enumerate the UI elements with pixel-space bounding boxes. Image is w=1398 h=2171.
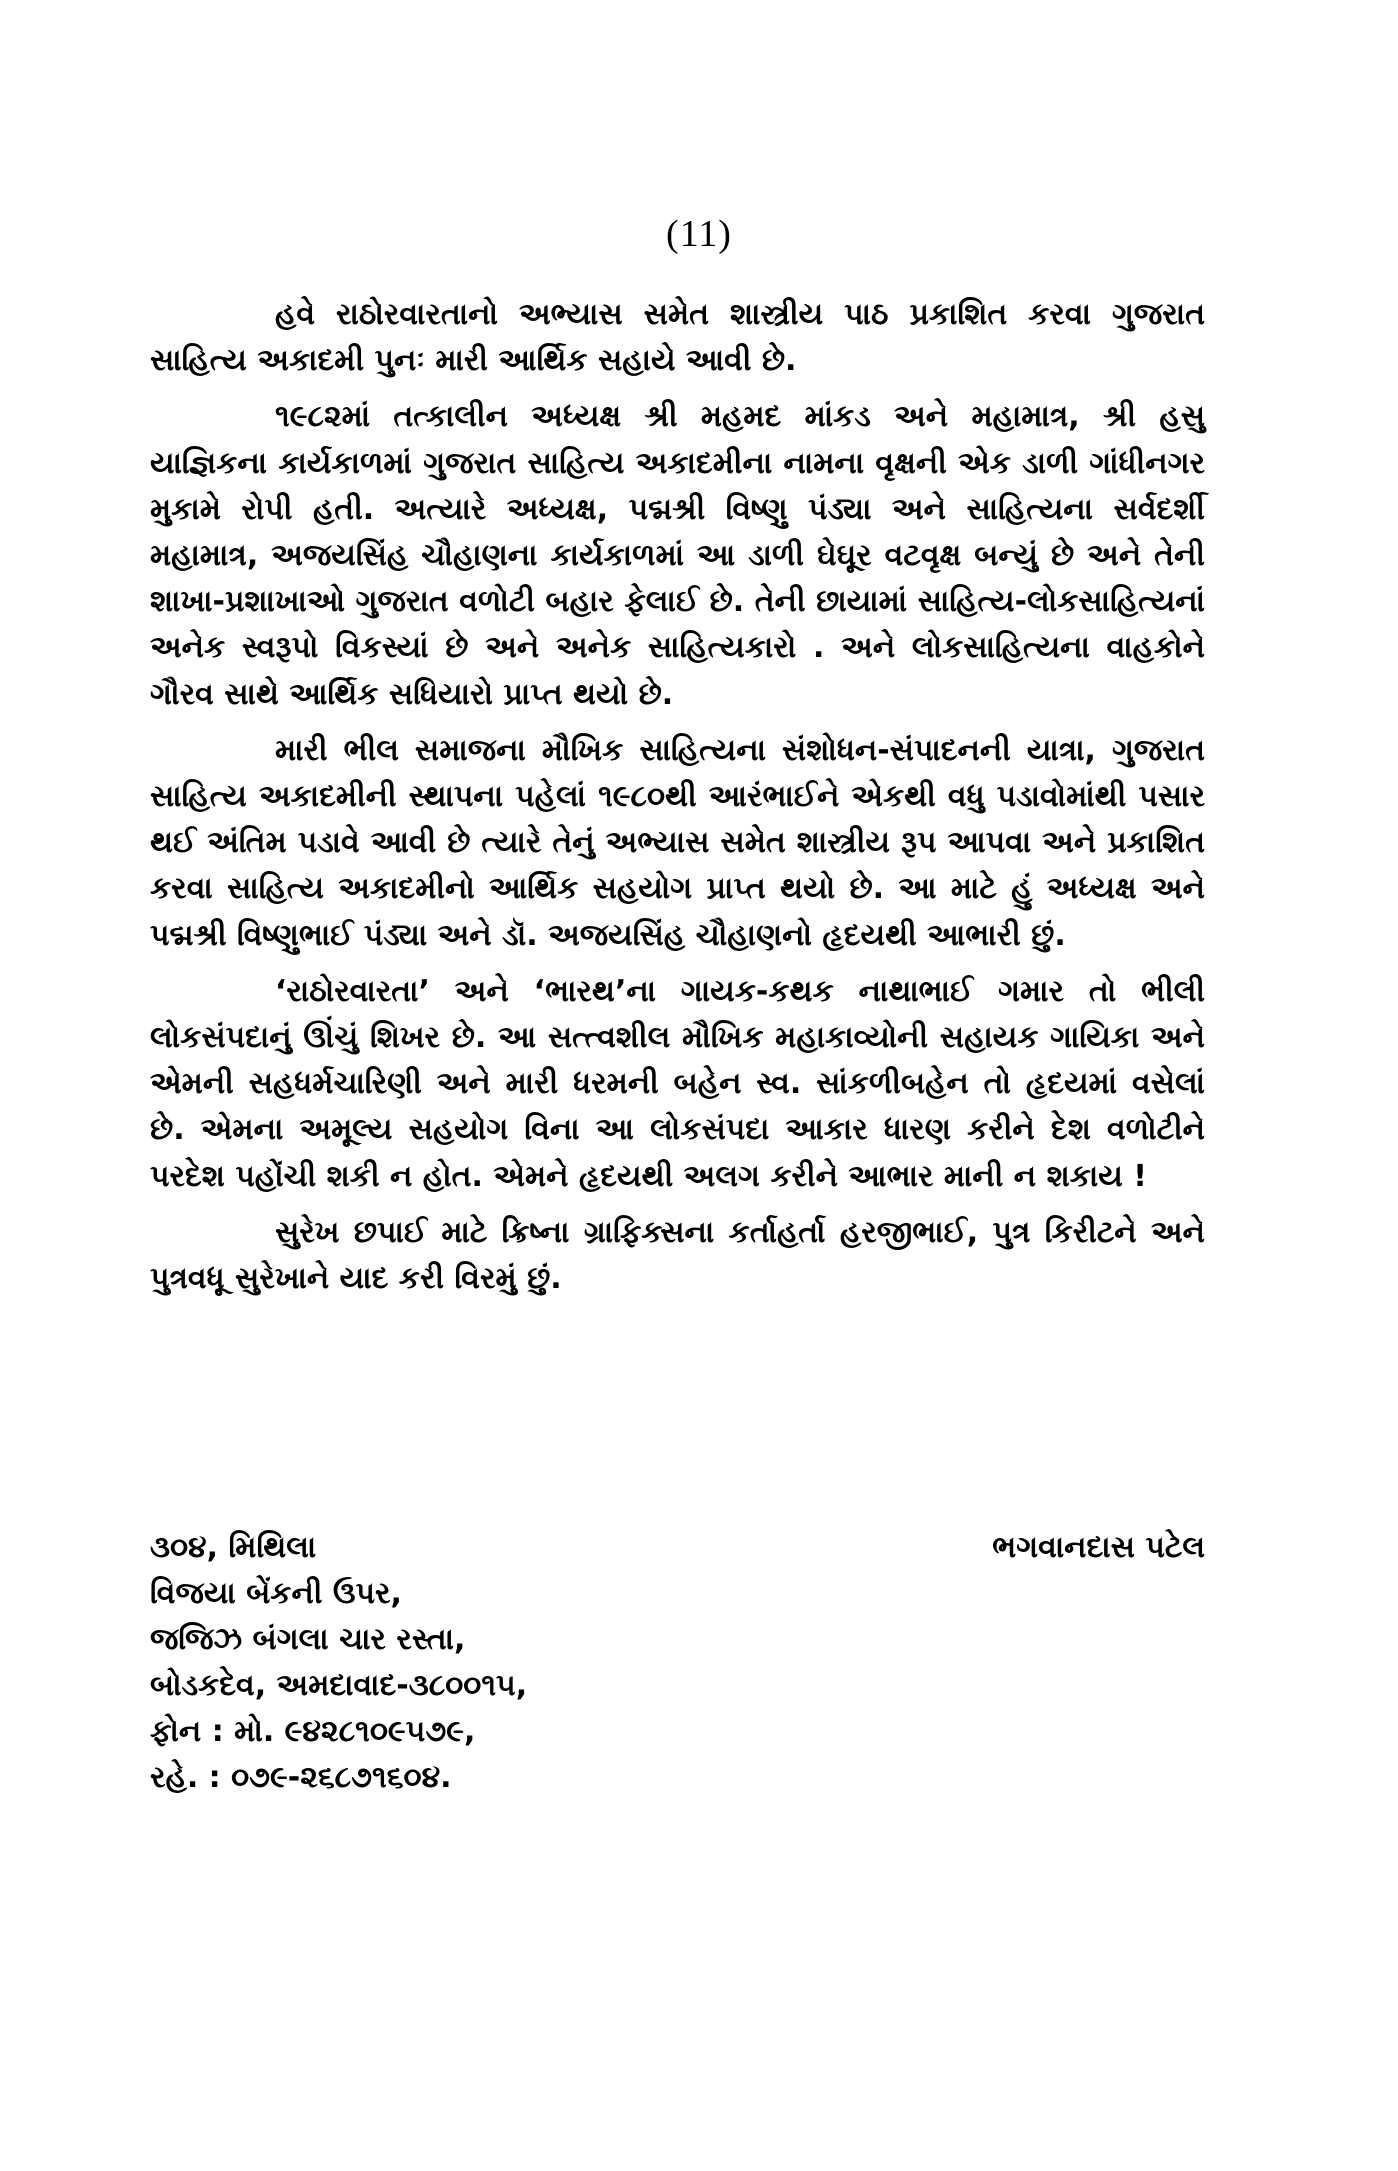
paragraph-4: ‘રાઠોરવારતા’ અને ‘ભારથ’ના ગાયક-કથક નાથાભાઈ ગમાર તો ભીલી લોકસંપદાનું ઊંચું શિખર છે. આ સત્ત્વશીલ મૌખિક મહાકાવ્યોની સહાયક ગાયિકા અને એમની સહધર્મચારિણી અને મારી ધરમની બહેન સ્વ. સાંકળીબહેન તો હૃદયમાં વસેલાં છે. એમના અમૂલ્ય સહયોગ વિના આ લોકસંપદા આકાર ધારણ કરીને દેશ વળોટીને પરદેશ પહોંચી શકી ન હોત. એમને હૃદયથી અલગ કરીને આભાર માની ન શકાય ! xyxy=(150,973,1205,1194)
address-line: બોડકદેવ, અમદાવાદ-૩૮૦૦૧૫, xyxy=(150,1668,528,1703)
paragraph-2: ૧૯૮૨માં તત્કાલીન અધ્યક્ષ શ્રી મહમદ માંકડ અને મહામાત્ર, શ્રી હસુ યાજ્ઞિકના કાર્યકાળમાં ગુજરાત સાહિત્ય અકાદમીના નામના વૃક્ષની એક ડાળી ગાંધીનગર મુકામે રોપી હતી. અત્યારે અધ્યક્ષ, પદ્મશ્રી વિષ્ણુ પંડ્યા અને સાહિત્યના સર્વદર્શી મહામાત્ર, અજયસિંહ ચૌહાણના કાર્યકાળમાં આ ડાળી ઘેઘૂર વટવૃક્ષ બન્યું છે અને તેની શાખા-પ્રશાખાઓ ગુજરાત વળોટી બહાર ફેલાઈ છે. તેની છાયામાં સાહિત્ય-લોકસાહિત્યનાં અનેક સ્વરૂપો વિકસ્યાં છે અને અનેક સાહિત્યકારો . અને લોકસાહિત્યના વાહકોને ગૌરવ સાથે આર્થિક સધિયારો પ્રાપ્ત થયો છે. xyxy=(150,399,1205,712)
address-line: વિજયા બેંકની ઉપર, xyxy=(150,1576,402,1611)
phone-mobile-line: ફોન : મો. ૯૪૨૮૧૦૯૫૭૯, xyxy=(150,1714,476,1749)
address-line: ૩૦૪, મિથિલા xyxy=(150,1530,317,1565)
phone-residence-line: રહે. : ૦૭૯-૨૬૮૭૧૬૦૪. xyxy=(150,1760,452,1795)
body-text xyxy=(150,292,1205,1312)
paragraph-5: સુરેખ છપાઈ માટે ક્રિષ્ના ગ્રાફિક્સના કર્તાહર્તા હરજીભાઈ, પુત્ર કિરીટને અને પુત્રવધૂ સુરેખાને યાદ કરી વિરમું છું. xyxy=(150,1214,1205,1297)
paragraph-3: મારી ભીલ સમાજના મૌખિક સાહિત્યના સંશોધન-સંપાદનની યાત્રા, ગુજરાત સાહિત્ય અકાદમીની સ્થાપના પહેલાં ૧૯૮૦થી આરંભાઈને એકથી વધુ પડાવોમાંથી પસાર થઈ અંતિમ પડાવે આવી છે ત્યારે તેનું અભ્યાસ સમેત શાસ્ત્રીય રૂપ આપવા અને પ્રકાશિત કરવા સાહિત્ય અકાદમીનો આર્થિક સહયોગ પ્રાપ્ત થયો છે. આ માટે હું અધ્યક્ષ અને પદ્મશ્રી વિષ્ણુભાઈ પંડ્યા અને ડૉ. અજયસિંહ ચૌહાણનો હૃદયથી આભારી છું. xyxy=(150,732,1205,953)
page-number: (11) xyxy=(666,213,732,255)
address-line: જજિઝ બંગલા ચાર રસ્તા, xyxy=(150,1622,466,1657)
author-signature: ભગવાનદાસ પટેલ xyxy=(992,1530,1205,1565)
closing-block xyxy=(150,1525,1205,1801)
paragraph-1: હવે રાઠોરવારતાનો અભ્યાસ સમેત શાસ્ત્રીય પાઠ પ્રકાશિત કરવા ગુજરાત સાહિત્ય અકાદમી પુનઃ મારી આર્થિક સહાયે આવી છે. xyxy=(150,297,1205,379)
